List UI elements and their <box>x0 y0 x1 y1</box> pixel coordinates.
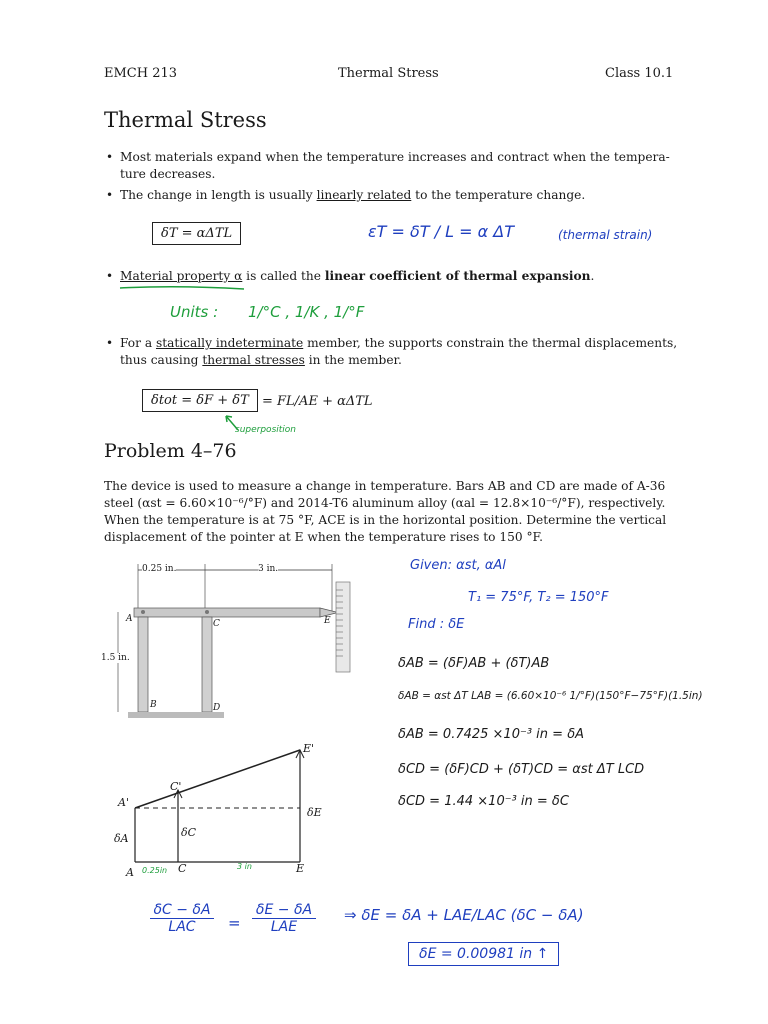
device-figure <box>100 558 360 738</box>
dim-ac: 0.25 in. <box>142 564 177 574</box>
bullet-4-underlined-2: thermal stresses <box>202 353 305 367</box>
bullet-dot: • <box>106 269 114 283</box>
equation-5: δCD = 1.44 ×10⁻³ in = δC <box>398 794 569 809</box>
ratio-left-numerator: δC − δA <box>150 902 214 919</box>
sketch-a: A <box>126 866 134 879</box>
ratio-left-denominator: LAC <box>168 919 196 935</box>
green-arrow-icon <box>222 412 242 434</box>
bullet-dot: • <box>106 150 114 164</box>
units-values: 1/°C , 1/K , 1/°F <box>248 303 365 321</box>
units-label: Units : <box>170 303 219 321</box>
sketch-c: C <box>178 862 187 875</box>
problem-line: When the temperature is at 75 °F, ACE is in the horizontal position. Determine the vertical <box>104 513 667 527</box>
sketch-c-prime: C' <box>170 780 182 793</box>
header-topic: Thermal Stress <box>338 66 439 81</box>
label-a: A <box>126 614 133 624</box>
course-code: EMCH 213 <box>104 66 178 81</box>
superposition-note: superposition <box>235 425 296 435</box>
problem-statement <box>104 478 674 546</box>
sketch-delta-c: δC <box>181 826 197 839</box>
green-underline <box>118 284 248 292</box>
sketch-a-prime: A' <box>118 796 129 809</box>
given-line: Given: αst, αAl <box>410 558 506 573</box>
label-d: D <box>213 703 221 713</box>
sketch-delta-a: δA <box>114 832 129 845</box>
problem-line: steel (αst = 6.60×10⁻⁶/°F) and 2014-T6 aluminum alloy (αal = 12.8×10⁻⁶/°F), respectively. <box>104 496 666 510</box>
bullet-4-underlined-1: statically indeterminate <box>155 336 304 350</box>
bullet-4-line-2-end: in the member. <box>304 353 402 367</box>
temperatures-line: T₁ = 75°F, T₂ = 150°F <box>468 590 609 605</box>
bullet-2-text: The change in length is usually <box>120 188 317 202</box>
ratio-right-denominator: LAE <box>270 919 298 935</box>
bullet-1-line-1: Most materials expand when the temperature increases and contract when the tempera- <box>120 150 670 164</box>
label-e: E <box>324 616 331 626</box>
superposition-box: δtot = δF + δT <box>142 389 258 412</box>
sketch-e: E <box>296 862 305 875</box>
bullet-3-bold: linear coefficient of thermal expansion <box>324 269 591 283</box>
final-answer: δE = 0.00981 in ↑ <box>408 942 559 966</box>
sketch-len-ce: 3 in <box>237 862 252 871</box>
bullet-4-text-mid: member, the supports constrain the thermal displacements, <box>303 336 678 350</box>
problem-title: Problem 4–76 <box>104 440 237 462</box>
bullet-3-underlined: Material property α <box>120 269 243 283</box>
bullet-2 <box>120 187 585 204</box>
sketch-delta-e: δE <box>307 806 322 819</box>
dim-ce: 3 in. <box>258 564 279 574</box>
bullet-3-text: is called the <box>242 269 325 283</box>
bullet-dot: • <box>106 188 114 202</box>
bullet-1-line-2: ture decreases. <box>120 167 216 181</box>
bullet-4-line-2: thus causing <box>120 353 203 367</box>
section-title: Thermal Stress <box>104 108 267 132</box>
sketch-len-ac: 0.25in <box>142 866 168 875</box>
bullet-3-end: . <box>590 269 595 283</box>
thermal-strain-note: (thermal strain) <box>558 228 653 242</box>
equation-2: δAB = αst ΔT LAB = (6.60×10⁻⁶ 1/°F)(150°F−75°F)(1.5in) <box>398 690 703 702</box>
bullet-3 <box>120 268 594 285</box>
dim-height: 1.5 in. <box>101 653 130 663</box>
equation-1: δAB = (δF)AB + (δT)AB <box>398 656 550 671</box>
bullet-2-underlined: linearly related <box>316 188 412 202</box>
class-number: Class 10.1 <box>605 66 674 81</box>
thermal-deformation-formula: δT = αΔTL <box>152 222 241 245</box>
superposition-expression: = FL/AE + αΔTL <box>262 394 373 409</box>
bullet-4 <box>120 335 680 369</box>
result-expression: ⇒ δE = δA + LAE/LAC (δC − δA) <box>344 906 584 924</box>
ratio-left <box>150 902 214 935</box>
bullet-4-text: For a <box>120 336 156 350</box>
bullet-1 <box>120 149 680 183</box>
bullet-2-text-end: to the temperature change. <box>411 188 586 202</box>
ratio-right <box>252 902 316 935</box>
label-c: C <box>213 619 220 629</box>
equation-3: δAB = 0.7425 ×10⁻³ in = δA <box>398 727 585 742</box>
label-b: B <box>150 700 157 710</box>
sketch-e-prime: E' <box>303 742 315 755</box>
problem-line: displacement of the pointer at E when the temperature rises to 150 °F. <box>104 530 543 544</box>
bullet-dot: • <box>106 336 114 350</box>
problem-line: The device is used to measure a change in temperature. Bars AB and CD are made of A-36 <box>104 479 666 493</box>
thermal-strain-equation: εT = δT / L = α ΔT <box>368 222 514 241</box>
equals-sign: = <box>228 914 241 932</box>
ratio-right-numerator: δE − δA <box>252 902 316 919</box>
find-line: Find : δE <box>408 617 465 632</box>
equation-4: δCD = (δF)CD + (δT)CD = αst ΔT LCD <box>398 762 645 777</box>
